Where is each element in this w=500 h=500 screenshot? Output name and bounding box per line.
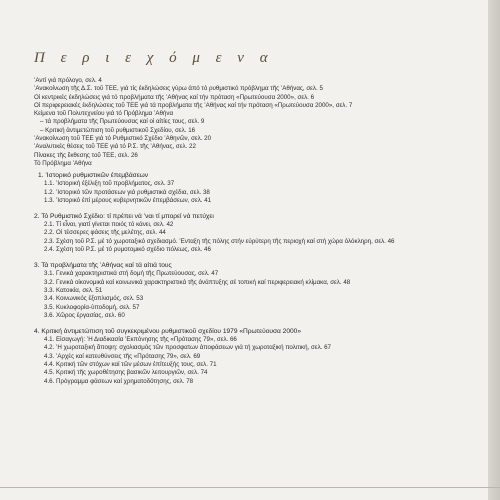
section-heading: 1. ʼΙστορικό ρυθμιστικῶν ἐπεμβάσεων — [38, 172, 149, 180]
toc-entry: Οἱ περιφερειακές ἐκδηλώσεις τοῦ ΤΕΕ γιά τά προβλήματα τῆς ʼΑθήνας καί τήν πρόταση «Πρωτεύουσα 2000», σελ. 7 — [34, 101, 353, 109]
toc-subentry: 2.1. Τί εἶναι, γιατί γίνεται ποιός τό κάνει, σελ. 42 — [44, 221, 174, 229]
page-edge-shadow — [488, 0, 500, 500]
page-bottom-rule — [0, 487, 500, 488]
page-title: Π ε ρ ι ε χ ό μ ε ν α — [34, 50, 274, 66]
toc-subentry: 3.5. Κυκλοφορία-ὑποδομή, σελ. 57 — [44, 303, 140, 311]
table-of-contents — [34, 50, 474, 386]
toc-entry: – Κριτική ἀντιμετώπιση τοῦ ρυθμιστικοῦ Σχεδίου, σελ. 16 — [40, 126, 196, 134]
toc-subentry: 1.3. ʼΙστορικό ἐπί μέρους κυβερνητικῶν ἐπεμβάσεων, σελ. 41 — [44, 196, 212, 204]
toc-subentry: 3.2. Γενικά οἰκονομικά καί κοινωνικά χαρακτηριστικά τῆς ἀνάπτυξης σέ τοπική καί περιφερειακή κλίμακα, σελ. 48 — [44, 278, 351, 286]
section-heading: 3. Τά προβλήματα τῆς ʼΑθήνας καί τά αἰτιά τους — [34, 262, 172, 270]
toc-subentry: 4.5. Κριτική τῆς χωροθέτησης βασικῶν λειτουργιῶν, σελ. 74 — [44, 369, 208, 377]
toc-entry: – τά προβλήματα τῆς Πρωτεύουσας καί οἱ αἰτίες τους, σελ. 9 — [40, 118, 205, 126]
toc-entry: ʼΑνακοίνωση τῆς Δ.Σ. τοῦ ΤΕΕ, γιά τίς ἐκδηλώσεις γύρω ἀπό τό ρυθμιστικό πρόβλημα τῆς ʼΑθήνας, σελ. 5 — [34, 85, 323, 93]
toc-entry: Κείμενα τοῦ Πολυτεχνείου γιά τό Πρόβλημα ʼΑθήνα — [34, 110, 174, 118]
toc-subentry: 4.1. Εἰσαγωγή: ʼΗ Διαδικασία ʼΕκπόνησης τῆς «Πρότασης 79», σελ. 66 — [44, 336, 237, 344]
toc-subentry: 1.1. ʼΙστορική ἐξέλιξη τοῦ προβλήματος, σελ. 37 — [44, 180, 175, 188]
toc-subentry: 4.6. Πρόγραμμα φάσεων καί χρηματοδότησης, σελ. 78 — [44, 377, 194, 385]
toc-subentry: 3.3. Κατοικία, σελ. 51 — [44, 286, 103, 294]
toc-subentry: 4.2. ʼΗ χωροταξική ἄποψη: σχολιασμός τῶν προσφατων ἀποφάσεων γιά τή χωροταξική πολιτική, σελ. 67 — [44, 344, 331, 352]
toc-subentry: 1.2. ʼΙστορικό τῶν προτάσεων γιά ρυθμιστικά σχέδια, σελ. 38 — [44, 188, 210, 196]
front-matter-list — [34, 77, 474, 168]
toc-subentry: 2.2. Οἱ τέσσερες φάσεις τῆς μελέτης, σελ. 44 — [44, 229, 166, 237]
toc-entry: ʼΑνακοίνωση τοῦ ΤΕΕ γιά τό Ρυθμιστικό Σχέδιο ʼΑθηνῶν, σελ. 20 — [34, 135, 212, 143]
toc-subentry: 4.4. Κριτική τῶν στόχων καί τῶν μέσων ἐπίτευξής τους, σελ. 71 — [44, 361, 217, 369]
toc-entry: Οἱ κεντρικές ἐκδηλώσεις γιά τό προβλήματα τῆς ʼΑθήνας καί τήν πρόταση «Πρωτεύουσα 2000», σελ. 6 — [34, 93, 315, 101]
toc-subentry: 2.4. Σχέση τοῦ Ρ.Σ. μέ τό ρυμοτομικό σχέδιο πόλεως, σελ. 46 — [44, 246, 211, 254]
toc-entry: Τό Πρόβλημα ʼΑθήνα — [34, 159, 92, 167]
section-heading: 2. Τό Ρυθμιστικό Σχέδιο: τί πρέπει νά ʼναι τί μπορεί νά πετύχει — [34, 213, 214, 221]
section-heading: 4. Κριτική ἀντιμετώπιση τοῦ συγκεκριμένου ρυθμιστικοῦ σχεδίου 1979 «Πρωτεύουσα 2000» — [34, 328, 302, 336]
toc-entry: Πίνακες τῆς ἔκθεσης τοῦ ΤΕΕ, σελ. 26 — [34, 151, 138, 159]
toc-subentry: 3.4. Κοινωνικός ἐξοπλισμός, σελ. 53 — [44, 295, 144, 303]
toc-subentry: 3.6. Χῶρος ἐργασίας, σελ. 60 — [44, 311, 125, 319]
toc-subentry: 3.1. Γενικά χαρακτηριστικά στή δομή τῆς Πρωτεύουσας, σελ. 47 — [44, 270, 219, 278]
toc-entry: ʼΑντί γιά πρόλογο, σελ. 4 — [34, 77, 102, 84]
toc-subentry: 4.3. ʼΑρχές καί κατευθύνσεις τῆς «Πρότασης 79», σελ. 69 — [44, 352, 201, 360]
toc-subentry: 2.3. Σχέση τοῦ Ρ.Σ. μέ τό χωροταξικό σχεδιασμό. ʼΕνταξη τῆς πόλης στήν εὐρύτερη τῆς περιοχή καί στή χώρα ὁλόκληρη, σελ. 46 — [44, 237, 395, 245]
toc-entry: ʼΑναλυτικές θέσεις τοῦ ΤΕΕ γιά τό Ρ.Σ. τῆς ʼΑθήνας, σελ. 22 — [34, 143, 196, 151]
